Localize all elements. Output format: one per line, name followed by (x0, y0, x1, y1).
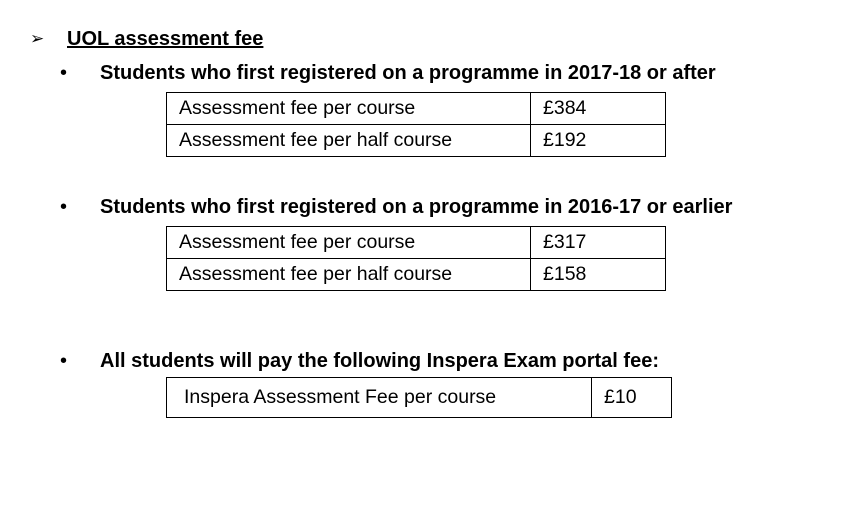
table-row (167, 259, 666, 291)
fee-table-2016-earlier (166, 226, 666, 291)
page-title: UOL assessment fee (67, 27, 264, 50)
fee-label: Assessment fee per half course (167, 259, 531, 291)
table-row (167, 227, 666, 259)
bullet-item-inspera (60, 348, 659, 374)
fee-label: Assessment fee per course (167, 227, 531, 259)
arrow-bullet-icon: ➢ (30, 29, 45, 48)
table-row (167, 93, 666, 125)
fee-label: Assessment fee per course (167, 93, 531, 125)
fee-value: £384 (531, 93, 666, 125)
fee-value: £317 (531, 227, 666, 259)
bullet-item-2017-after (60, 60, 716, 86)
bullet-text: Students who first registered on a programme in 2017-18 or after (100, 61, 716, 84)
fee-value: £192 (531, 125, 666, 157)
fee-table-inspera (166, 377, 672, 418)
bullet-item-2016-earlier (60, 194, 732, 220)
section-heading (30, 26, 263, 52)
fee-label: Inspera Assessment Fee per course (167, 378, 592, 418)
table-row (167, 125, 666, 157)
fee-value: £10 (592, 378, 672, 418)
table-row (167, 378, 672, 418)
bullet-icon: • (60, 349, 68, 372)
fee-value: £158 (531, 259, 666, 291)
bullet-icon: • (60, 195, 68, 218)
fee-label: Assessment fee per half course (167, 125, 531, 157)
fee-table-2017-after (166, 92, 666, 157)
bullet-text: Students who first registered on a programme in 2016-17 or earlier (100, 195, 733, 218)
bullet-text: All students will pay the following Inspera Exam portal fee: (100, 349, 659, 372)
bullet-icon: • (60, 61, 68, 84)
